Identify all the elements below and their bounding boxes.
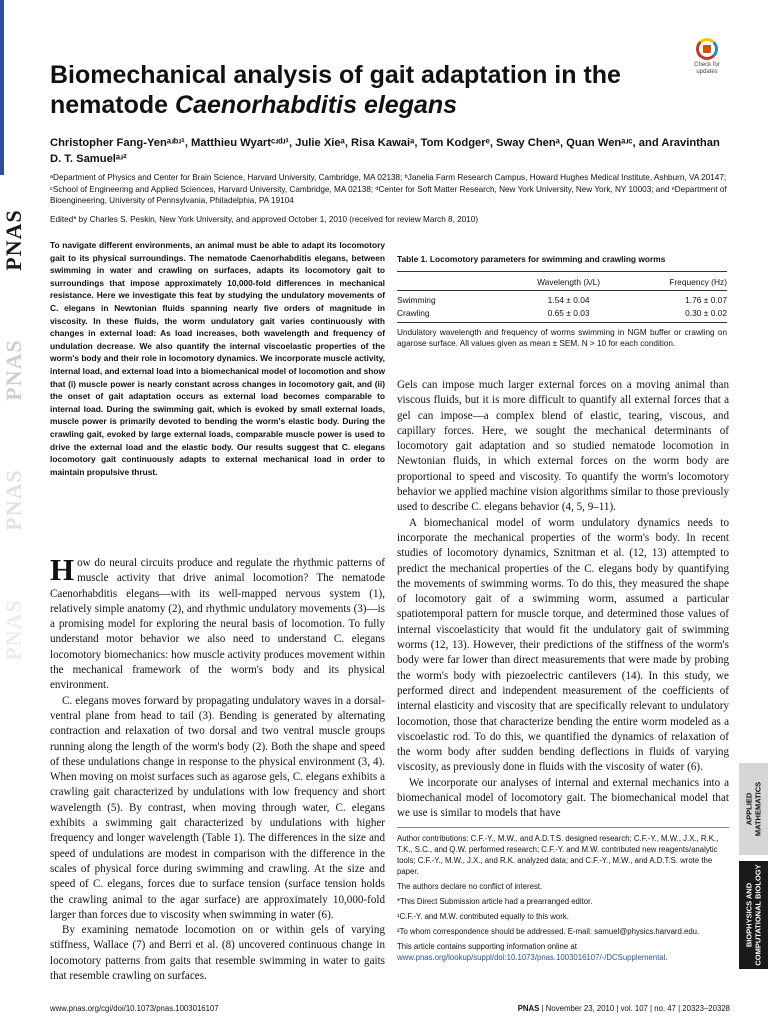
body-column-right [397, 378, 729, 822]
body-column-left [50, 552, 385, 984]
title-species: Caenorhabditis elegans [175, 91, 458, 119]
column-header: Frequency (Hz) [628, 272, 727, 291]
paragraph [50, 552, 385, 694]
paragraph-text: ow do neural circuits produce and regulate the rhythmic patterns of muscle activity that drive animal locomotion? The nematode Caenorhabditis elegans—with its well-mapped nervous system (1), relatively simple anatomy (2), and rhythmic undulatory movements (3)—is a promising model for exploring the neural basis of locomotion. To fully understand motor behavior we also need to understand C. elegans locomotory biomechanics: how muscle activity produces movement within the mechanical framework of the worm's body and its physical environment. [50, 557, 385, 692]
table-note: Undulatory wavelength and frequency of worms swimming in NGM buffer or crawling on agarose surface. All values given as mean ± SEM. N > 10 for each condition. [397, 328, 727, 349]
affiliations: ᵃDepartment of Physics and Center for Brain Science, Harvard University, Cambridge, MA 02138; ᵇJanelia Farm Research Campus, Howard Hughes Medical Institute, Ashburn, VA 20147; ᶜSchool of Engineering and Applied Sciences, Harvard University, Cambridge, MA 02138; ᵈCenter for Soft Matter Research, New York University, New York, NY 10003; and ᵉDepartment of Bioengineering, University of Pennsylvania, Philadelphia, PA 19104 [50, 173, 727, 205]
paragraph: By examining nematode locomotion on or within gels of varying stiffness, Wallace (7) and Berri et al. (8) uncovered continuous change in locomotory patterns from gaits that resemble swimming in water to gaits that resemble crawling on surfaces. [50, 924, 385, 983]
table-cell: Crawling [397, 307, 509, 323]
footnote: Author contributions: C.F.-Y., M.W., and A.D.T.S. designed research; C.F.-Y., M.W., J.X., R.K., T.K., S.C., and Q.W. performed research; C.F.-Y. and M.W. contributed new reagents/analytic tools; C.F.-Y., M.W., J.X., and R.K. analyzed data; and C.F.-Y., M.W., and A.D.T.S. wrote the paper. [397, 834, 719, 876]
citation-line [518, 1004, 730, 1013]
section-tab-applied-mathematics[interactable] [739, 763, 768, 855]
issue-info: | November 23, 2010 | vol. 107 | no. 47 | 20323–20328 [539, 1004, 730, 1013]
footnotes [397, 827, 729, 967]
supporting-info-text: This article contains supporting information online at [397, 942, 577, 951]
check-updates-label: Check for updates [694, 62, 720, 75]
footnote: *This Direct Submission article had a prearranged editor. [397, 897, 593, 906]
crossmark-icon [696, 38, 718, 60]
pnas-watermark: PNAS [1, 469, 26, 531]
title-main: Biomechanical analysis of gait adaptation in the nematode [50, 61, 621, 119]
table-row [397, 307, 727, 323]
paragraph: Gels can impose much larger external forces on a moving animal than viscous fluids, but it is more difficult to quantify all external forces that a gel can impose—a complex blend of elastic, tearing, viscous, and capillary forces. Here, we sought the mechanical determinants of locomotory gait adaptation and so studied nematode locomotion in Newtonian fluids, in which external forces on the worm body are proportional to speed and viscosity. To quantify the worm's locomotory behavior we applied machine vision algorithms similar to those previously used to describe C. elegans behavior (4, 5, 9–11). [397, 379, 729, 514]
footnote: ²To whom correspondence should be addressed. E-mail: samuel@physics.harvard.edu. [397, 927, 700, 936]
locomotory-parameters-table [397, 271, 727, 323]
pnas-side-band [0, 0, 26, 1024]
edited-by-line: Edited* by Charles S. Peskin, New York University, and approved October 1, 2010 (received for review March 8, 2010) [50, 215, 479, 224]
table-cell: 1.76 ± 0.07 [685, 295, 727, 305]
pnas-logo: PNAS [1, 209, 26, 271]
supporting-info-link[interactable]: www.pnas.org/lookup/suppl/doi:10.1073/pnas.1003016107/-/DCSupplemental [397, 953, 666, 962]
brand-color-bar [0, 0, 4, 175]
table-row [397, 291, 727, 308]
tab-label: APPLIED MATHEMATICS [744, 781, 762, 837]
paragraph: A biomechanical model of worm undulatory dynamics needs to incorporate the mechanical properties of the worm's body. In recent studies of locomotory dynamics, Sznitman et al. (12, 13) attempted to predict the mechanical properties of the C. elegans body by quantifying the movements of swimming worms. To do this, they measured the shape of locomotory gait of a swimming worm, assumed a particular spatiotemporal pattern for muscle torque, and determined those values of internal viscoelasticity that would fit the undulatory gait of swimming worms (12, 13). However, their predictions of the stiffness of the worm's body were far lower than direct measurements that were made by probing the worm's body with piezoelectric cantilevers (14). In this study, we performed direct and independent measurement of the coefficients of internal elasticity and viscosity that are specifically relevant to undulatory locomotion, those that characterize bending the entire worm modeled as a viscoelastic rod. To do this, we quantified the dynamics of relaxation of the worm body after sudden bending deflections in fluids of varying viscosity, as previously done in fluids with the viscosity of water (6). [397, 516, 729, 774]
column-header: Wavelength (λ/L) [509, 272, 628, 291]
drop-cap: H [50, 552, 75, 587]
table-cell: 1.54 ± 0.04 [547, 295, 590, 305]
section-tab-biophysics[interactable] [739, 861, 768, 969]
footnote: This article contains supporting information online at www.pnas.org/lookup/suppl/doi:10.1073/pnas.1003016107/-/DCSupplemental. [397, 942, 668, 962]
column-header [397, 272, 509, 291]
footnote: The authors declare no conflict of interest. [397, 882, 543, 891]
table-cell: Swimming [397, 295, 436, 305]
footnote: ¹C.F.-Y. and M.W. contributed equally to this work. [397, 912, 569, 921]
pnas-watermark: PNAS [1, 599, 26, 661]
table-cell: 0.65 ± 0.03 [509, 307, 628, 323]
check-for-updates-button[interactable] [688, 38, 726, 76]
table-title: Table 1. Locomotory parameters for swimming and crawling worms [397, 254, 666, 264]
table-cell: 0.30 ± 0.02 [628, 307, 727, 323]
abstract: To navigate different environments, an animal must be able to adapt its locomotory gait to its physical surroundings. The nematode Caenorhabditis elegans, between swimming in water and crawling on surfaces, adapts its locomotory gait to surroundings that impose approximately 10,000-fold differences in mechanical resistance. Here we investigate this feat by studying the undulatory movements of C. elegans in Newtonian fluids spanning nearly five orders of magnitude in viscosity. In these fluids, the worm undulatory gait varies continuously with changes in external load: As load increases, both wavelength and frequency of undulation decrease. We also quantify the internal viscoelastic properties of the worm's body and their role in locomotory dynamics. We incorporate muscle activity, internal load, and external load into a biomechanical model of locomotion and show that (i) muscle power is nearly constant across changes in locomotory gait, and (ii) the onset of gait adaptation occurs as external load becomes comparable to internal load. During the swimming gait, which is evoked by small external loads, muscle power is primarily devoted to bending the worm's elastic body. During the crawling gait, evoked by large external loads, comparable muscle power is used to drive the external load and the elastic body. Our results suggest that C. elegans locomotory gait continuously adapts to external mechanical load in order to maintain propulsive thrust. [50, 240, 385, 477]
table-1 [397, 253, 727, 350]
tab-label: BIOPHYSICS AND COMPUTATIONAL BIOLOGY [744, 864, 762, 966]
article-title [50, 60, 670, 120]
journal-name: PNAS [517, 1004, 540, 1013]
author-list: Christopher Fang-Yenᵃʴᵇʴ¹, Matthieu Wyartᶜʴᵈʴ¹, Julie Xieᵃ, Risa Kawaiᵃ, Tom Kodgerᵉ, Sway Chenᵃ, Quan Wenᵃʴᶜ, and Aravinthan D. T. Samuelᵃʴ² [50, 137, 720, 165]
pnas-watermark: PNAS [1, 339, 26, 401]
paragraph: We incorporate our analyses of internal and external mechanics into a biomechanical model of locomotory gait. The biomechanical model that we use is similar to models that have [397, 776, 729, 820]
doi-link[interactable]: www.pnas.org/cgi/doi/10.1073/pnas.1003016107 [50, 1004, 219, 1013]
paragraph: C. elegans moves forward by propagating undulatory waves in a dorsal-ventral plane from head to tail (3). Bending is generated by alternating contraction and relaxation of two dorsal and two ventral muscle groups running along the length of the worm's body (2). Both the shape and speed of these undulations change in response to the physical environment (3, 4). When moving on moist surfaces such as agarose gels, C. elegans exhibits a crawling gait characterized by undulations with low frequency and short wavelength (5). By contrast, when moving through water, C. elegans exhibits a swimming gait characterized by undulations with higher frequency and longer wavelength (Table 1). The differences in the size and speed of undulations are modest in comparison with the difference in the scales of physical force during swimming and crawling. At the size and speed of C. elegans, forces due to surface tension (surface tension holds the crawling animal to the agar surface) are approximately 10,000-fold larger than forces due to viscosity when swimming in water (6). [50, 694, 385, 921]
